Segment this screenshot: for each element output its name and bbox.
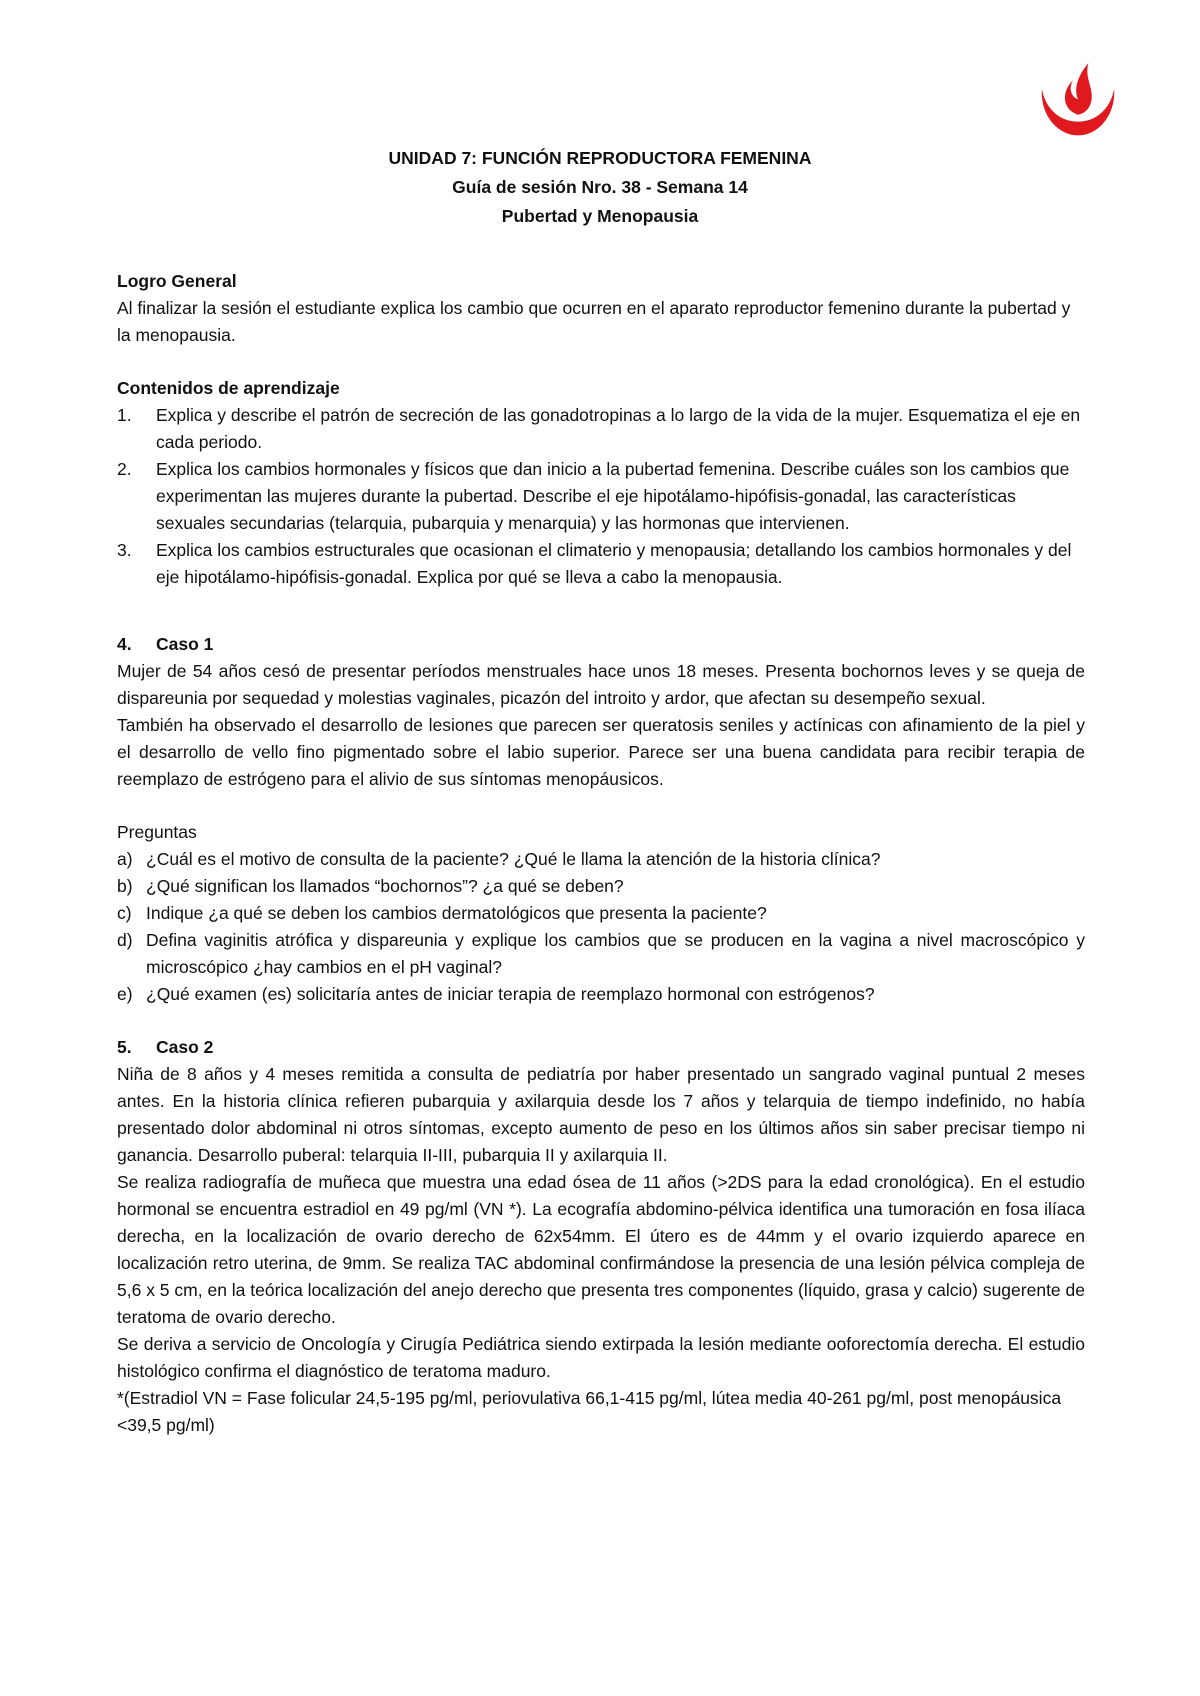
logro-heading: Logro General [117, 271, 237, 291]
question-item [117, 846, 1085, 873]
list-item [117, 402, 1085, 456]
question-letter: b) [117, 876, 133, 896]
question-text: Indique ¿a qué se deben los cambios dermatológicos que presenta la paciente? [146, 903, 767, 923]
question-text: ¿Qué significan los llamados “bochornos”? ¿a qué se deben? [146, 876, 624, 896]
session-subtitle: Guía de sesión Nro. 38 - Semana 14 [452, 177, 748, 197]
question-text: ¿Qué examen (es) solicitaría antes de iniciar terapia de reemplazo hormonal con estrógenos? [146, 984, 875, 1004]
caso2-title: Caso 2 [156, 1037, 214, 1057]
question-item [117, 900, 1085, 927]
question-letter: a) [117, 849, 133, 869]
caso1-paragraph-2: También ha observado el desarrollo de lesiones que parecen ser queratosis seniles y actínicas con afinamiento de la piel y el desarrollo de vello fino pigmentado sobre el labio superior. Parece ser una buena candidata para recibir terapia de reemplazo de estrógeno para el alivio de sus síntomas menopáusicos. [117, 715, 1085, 789]
list-item [117, 537, 1085, 591]
preguntas-list [117, 846, 1085, 1008]
caso1-paragraph-1: Mujer de 54 años cesó de presentar períodos menstruales hace unos 18 meses. Presenta bochornos leves y se queja de dispareunia por sequedad y molestias vaginales, picazón del introito y ardor, que afectan su desempeño sexual. [117, 661, 1085, 708]
caso2-paragraph-2: Se realiza radiografía de muñeca que muestra una edad ósea de 11 años (>2DS para la edad cronológica). En el estudio hormonal se encuentra estradiol en 49 pg/ml (VN *). La ecografía abdomino-pélvica identifica una tumoración en fosa ilíaca derecha, en la localización de ovario derecho de 62x54mm. El útero es de 44mm y el ovario izquierdo aparece en localización retro uterina, de 9mm. Se realiza TAC abdominal confirmándose la presencia de una lesión pélvica compleja de 5,6 x 5 cm, en la teórica localización del anejo derecho que presenta tres componentes (líquido, grasa y calcio) sugerente de teratoma de ovario derecho. [117, 1172, 1085, 1327]
question-text: Defina vaginitis atrófica y dispareunia y explique los cambios que se producen en la vagina a nivel macroscópico y microscópico ¿hay cambios en el pH vaginal? [146, 930, 1085, 977]
list-item-text: Explica los cambios hormonales y físicos que dan inicio a la pubertad femenina. Describe cuáles son los cambios que experimentan las mujeres durante la pubertad. Describe el eje hipotálamo-hipófisis-gonadal, las características sexuales secundarias (telarquia, pubarquia y menarquia) y las hormonas que intervienen. [156, 459, 1070, 533]
list-item-text: Explica los cambios estructurales que ocasionan el climaterio y menopausia; detallando los cambios hormonales y del eje hipotálamo-hipófisis-gonadal. Explica por qué se lleva a cabo la menopausia. [156, 540, 1072, 587]
caso2-footnote: *(Estradiol VN = Fase folicular 24,5-195 pg/ml, periovulativa 66,1-415 pg/ml, lútea media 40-261 pg/ml, post menopáusica <39,5 pg/ml) [117, 1388, 1062, 1435]
unit-title: UNIDAD 7: FUNCIÓN REPRODUCTORA FEMENINA [388, 148, 812, 168]
caso2-paragraph-1: Niña de 8 años y 4 meses remitida a consulta de pediatría por haber presentado un sangrado vaginal puntual 2 meses antes. En la historia clínica refieren pubarquia y axilarquia desde los 7 años y telarquia de tiempo indefinido, no había presentado dolor abdominal ni otros síntomas, excepto aumento de peso en los últimos años sin saber precisar tiempo ni ganancia. Desarrollo puberal: telarquia II-III, pubarquia II y axilarquia II. [117, 1064, 1085, 1165]
contenidos-heading: Contenidos de aprendizaje [117, 378, 340, 398]
document-body [117, 268, 1085, 1439]
title-block [0, 144, 1200, 231]
list-item-text: Explica y describe el patrón de secreción de las gonadotropinas a lo largo de la vida de la mujer. Esquematiza el eje en cada periodo. [156, 405, 1081, 452]
question-text: ¿Cuál es el motivo de consulta de la paciente? ¿Qué le llama la atención de la historia clínica? [146, 849, 881, 869]
caso1-heading [117, 631, 1085, 658]
question-item [117, 981, 1085, 1008]
logro-text: Al finalizar la sesión el estudiante explica los cambio que ocurren en el aparato reproductor femenino durante la pubertad y la menopausia. [117, 298, 1071, 345]
university-logo [1035, 58, 1121, 144]
question-item [117, 873, 1085, 900]
contenidos-list [117, 402, 1085, 591]
caso2-number: 5. [117, 1037, 132, 1057]
caso1-number: 4. [117, 634, 132, 654]
question-item [117, 927, 1085, 981]
question-letter: d) [117, 930, 133, 950]
list-item [117, 456, 1085, 537]
question-letter: c) [117, 903, 132, 923]
list-item-number: 3. [117, 540, 132, 560]
list-item-number: 2. [117, 459, 132, 479]
caso1-title: Caso 1 [156, 634, 214, 654]
preguntas-heading: Preguntas [117, 822, 197, 842]
question-letter: e) [117, 984, 133, 1004]
topic-title: Pubertad y Menopausia [501, 206, 699, 226]
list-item-number: 1. [117, 405, 132, 425]
caso2-paragraph-3: Se deriva a servicio de Oncología y Cirugía Pediátrica siendo extirpada la lesión mediante ooforectomía derecha. El estudio histológico confirma el diagnóstico de teratoma maduro. [117, 1334, 1085, 1381]
caso2-heading [117, 1034, 1085, 1061]
